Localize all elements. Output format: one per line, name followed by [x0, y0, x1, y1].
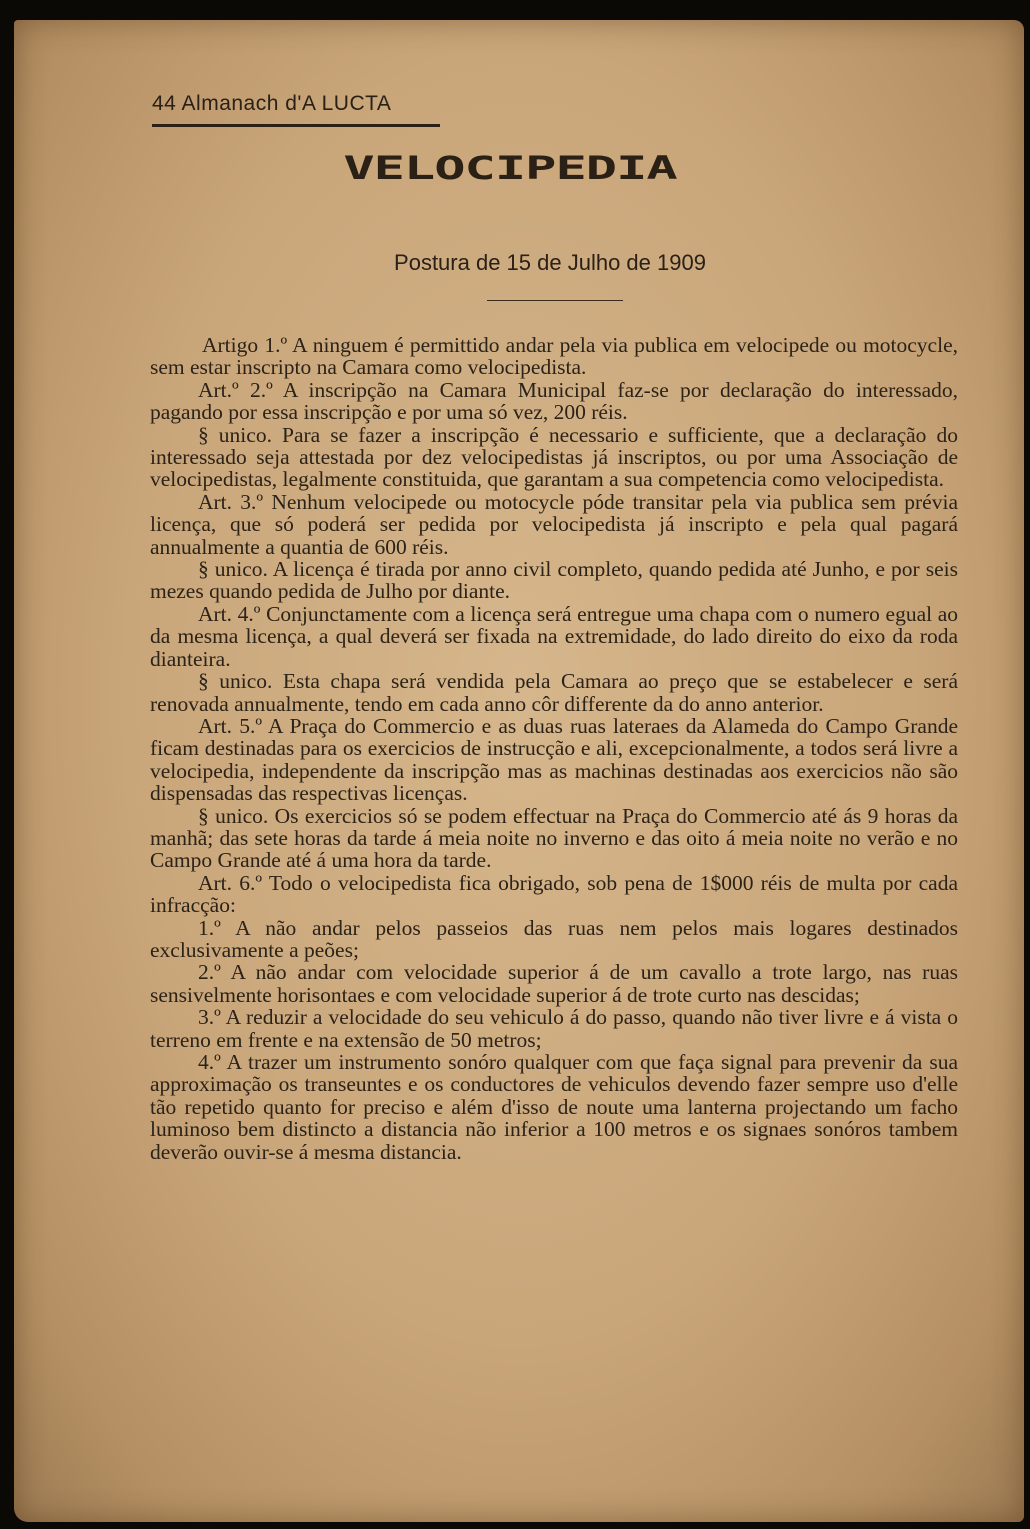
page-title: VELOCIPEDIA	[343, 150, 677, 188]
paragraph: 4.º A trazer um instrumento sonóro qualquer com que faça signal para prevenir da sua approximação os transeuntes e os conductores de vehiculos devendo fazer sempre uso d'elle tão repetido quanto for preciso e além d'isso de noute uma lanterna projectando um facho luminoso bem distincto a distancia não inferior a 100 metros e os signaes sonóros tambem deverão ouvir-se á mesma distancia.	[150, 1050, 958, 1164]
paragraph: Art. 6.º Todo o velocipedista fica obrigado, sob pena de 1$000 réis de multa por cada infracção:	[150, 870, 958, 918]
paragraph: Artigo 1.º A ninguem é permittido andar pela via publica em velocipede ou motocycle, sem estar inscripto na Camara como velocipedista.	[150, 333, 958, 380]
paragraph: Art. 5.º A Praça do Commercio e as duas ruas lateraes da Alameda do Campo Grande ficam destinadas para os exercicios de instrucção e ali, excepcionalmente, a todos será livre a velocipedia, independente da inscripção mas as machinas destinadas aos exercicios não são dispensadas das respectivas licenças.	[150, 713, 958, 806]
header-rule	[152, 124, 440, 127]
divider	[487, 300, 623, 301]
subtitle: Postura de 15 de Julho de 1909	[394, 250, 706, 275]
paragraph: 1.º A não andar pelos passeios das ruas nem pelos mais logares destinados exclusivamente a peões;	[150, 915, 958, 962]
paragraph: § unico. Esta chapa será vendida pela Camara ao preço que se estabelecer e será renovada annualmente, tendo em cada anno côr differente da do anno anterior.	[150, 669, 958, 716]
article-body	[150, 334, 958, 1163]
paragraph: § unico. A licença é tirada por anno civil completo, quando pedida até Junho, e por seis mezes quando pedida de Julho por diante.	[150, 557, 958, 604]
running-head: 44 Almanach d'A LUCTA	[152, 92, 392, 115]
paragraph: § unico. Para se fazer a inscripção é necessario e sufficiente, que a declaração do interessado seja attestada por dez velocipedistas já inscriptos, ou por uma Associação de velocipedistas, legalmente constituida, que garantam a sua competencia como velocipedista.	[150, 422, 958, 492]
paragraph: 3.º A reduzir a velocidade do seu vehiculo á do passo, quando não tiver livre e á vista o terreno em frente e na extensão de 50 metros;	[150, 1005, 958, 1052]
paragraph: Art. 4.º Conjunctamente com a licença será entregue uma chapa com o numero egual ao da mesma licença, a qual deverá ser fixada na extremidade, do lado direito do eixo da roda dianteira.	[150, 601, 958, 671]
paragraph: 2.º A não andar com velocidade superior á de um cavallo a trote largo, nas ruas sensivelmente horisontaes e com velocidade superior á de trote curto nas descidas;	[150, 960, 958, 1007]
paragraph: Art. 3.º Nenhum velocipede ou motocycle póde transitar pela via publica sem prévia licença, que só poderá ser pedida por velocipedista já inscripto e pela qual pagará annualmente a quantia de 600 réis.	[150, 489, 958, 559]
paragraph: § unico. Os exercicios só se podem effectuar na Praça do Commercio até ás 9 horas da manhã; das sete horas da tarde á meia noite no inverno e das oito á meia noite no verão e no Campo Grande até á uma hora da tarde.	[150, 803, 958, 873]
paragraph: Art.º 2.º A inscripção na Camara Municipal faz-se por declaração do interessado, pagando por essa inscripção e por uma só vez, 200 réis.	[150, 377, 958, 425]
